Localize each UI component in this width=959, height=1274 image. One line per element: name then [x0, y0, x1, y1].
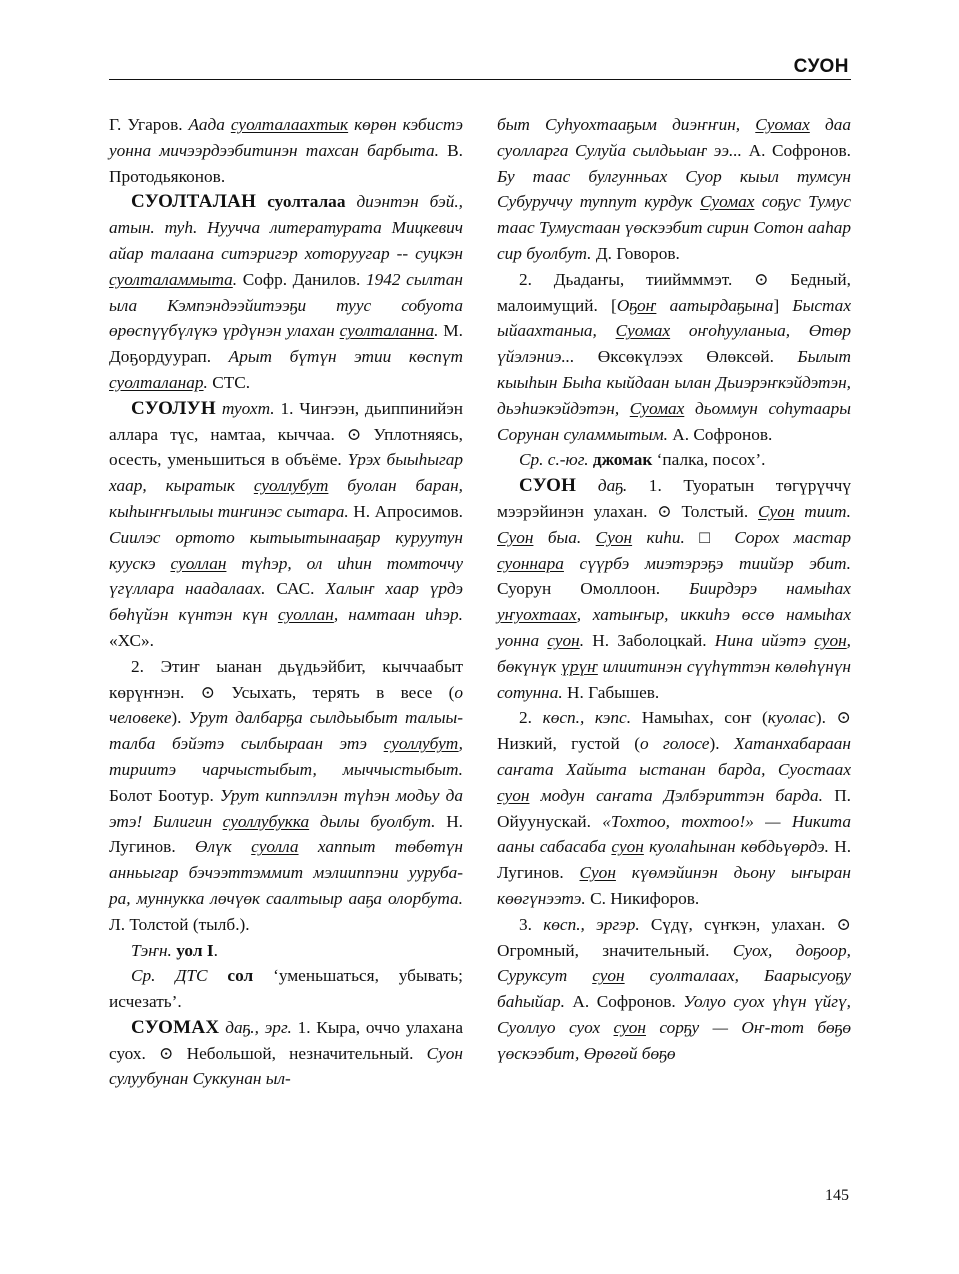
entry-suomakh: СУОМАХ даҕ., эрг. 1. Кыра, оччо улахана суох. ⊙ Небольшой, незначительный. Суон сулуубунан Суккунан ыл-	[109, 1016, 464, 1089]
entry-suolun: СУОЛУН туохт. 1. Чиҥээн, дьиппинийэн аллара түс, намтаа, кыччаа. ⊙ Уплотняясь, осесть, уменьшиться в объёме. Үрэх быыһыгар хаар, кыратык суоллубут буолан баран, кыһыҥҥылыы тиҥинэс сытара. Н. Апросимов. Сиилэс ортото кытыытынааҕар куруутун куускэ суоллан түһэр, ол иһин томточчу үгүллара наадалаах. САС. Халыҥ хаар үрдэ бөһүйэн күнтэн күн суоллан, намтаан иһэр. «ХС».	[109, 397, 464, 650]
etymology: Ср. ДТС сол ‘уменьшаться, убывать; исчезать’.	[109, 966, 463, 1012]
right-column	[497, 112, 851, 1066]
header-rule	[109, 79, 851, 80]
paragraph: 3. көсп., эргэр. Сүдү, сүҥкэн, улахан. ⊙ Огромный, значительный. Суох, доҕоор, Суруксут суон суолталаах, Баарысуоҕу баһыйар. А. Софронов. Уолуо суох үһүн үйгү, Суоллуо суох суон сорҕу — Оҥ-тот бөҕө үөскээбит, Өрөгөй бөҕө	[497, 914, 852, 1063]
paragraph: 2. Дьадаҥы, тииймммэт. ⊙ Бедный, малоимущий. [Оҕоҥ аатырдаҕына] Быстах ыйаахтаныа, Суомах оҥоһууланыа, Өтөр үйэлэниэ... Өксөкүлээх Өлөксөй. Былыт кыыһын Быһа кыйдаан ылан Дьиэрэҥкэйдэтэн, дьэһиэкэйдэтэн, Суомах дьоммун соһутаары Сорунан суламмытым. А. Софронов.	[497, 269, 851, 444]
page-number: 145	[825, 1187, 849, 1204]
entry-suon: СУОН даҕ. 1. Туоратын төгүрүччү мээрэйинэн улахан. ⊙ Толстый. Суон тиит. Суон быа. Суон киһи. □ Сорох мастар суоннара сүүрбэ миэтэрэҕэ тиийэр эбит. Суорун Омоллоон. Биирдэрэ намыһах уҥуохтаах, хатыҥыр, иккиһэ өссө намыһах уонна суон. Н. Заболоцкай. Нина ийэтэ суон, бөкүнүк үрүҥ илиитинэн сүүһүттэн көлөһүнүн сотунна. Н. Габышев.	[497, 475, 851, 702]
entry-suoltalan: СУОЛТАЛАН суолталаа диэнтэн бэй., атын. туһ. Нуучча литературата Мицкевич айар талаана ситэригэр хоторуугар -- суцкэн суолталаммыта. Софр. Данилов. 1942 сылтан ыла Кэмпэндээйитээҕи туус собуота өрөспүүбүлүкэ үрдүнэн улахан суолталанна. М. Доҕордуурап. Арыт бүтүн этии көспүт суолталанар. СТС.	[109, 191, 464, 392]
cross-reference: Тэҥн. уол I.	[131, 940, 218, 960]
etymology: Ср. с.-юг. джомак ‘палка, посох’.	[519, 450, 766, 470]
paragraph: 2. көсп., кэпс. Намыһах, соҥ (куолас). ⊙ Низкий, густой (о голосе). Хатанхабараан саҥата Хайыта ыстанан барда, Суостаах суон модун саҥата Дэлбэриттэн барда. П. Ойуунускай. «Тохтоо, тохтоо!» — Никита ааны сабасаба суон куолаһынан көбдьүөрдэ. Н. Лугинов. Суон күөмэйинэн дьону ыҥыран көөгүнээтэ. С. Никифоров.	[497, 708, 852, 908]
paragraph: быт Суһуохтааҕым диэҥҥин, Суомах даа суолларга Сулуйа сылдьыаҥ ээ... А. Софронов. Бу таас булгунньах Суор кыыл тумсун Субуруччу туппут курдук Суомах соҕус Тумус таас Тумустаан үөскээбит сирин Сотон ааһар сир буолбут. Д. Говоров.	[497, 115, 852, 263]
paragraph: 2. Этиҥ ыанан дьүдьэйбит, кыччаабыт көрүҥнэн. ⊙ Усыхать, терять в весе (о человеке). Урут далбарҕа сылдьыбыт талыы-талба бэйэтэ сылбыраан этэ суоллубут, тириитэ чарчыстыбыт, мыччыстыбыт. Болот Боотур. Урут киппэллэн түһэн модьу да этэ! Билигин суоллубукка дылы буолбут. Н. Лугинов. Өлүк суолла хаппыт төбөтүн анньыгар бэчээттэммит мэлииппэни ууруба-ра, муннукка лөчүөк саалтыыр ааҕа олорбута. Л. Толстой (тылб.).	[109, 656, 464, 934]
paragraph: Г. Угаров. Аада суолталаахтык көрөн кэбистэ уонна мичээрдээбитинэн тахсан барбыта. В. Протодьяконов.	[109, 115, 463, 186]
left-column	[109, 112, 463, 1092]
running-head: СУОН	[793, 56, 849, 77]
